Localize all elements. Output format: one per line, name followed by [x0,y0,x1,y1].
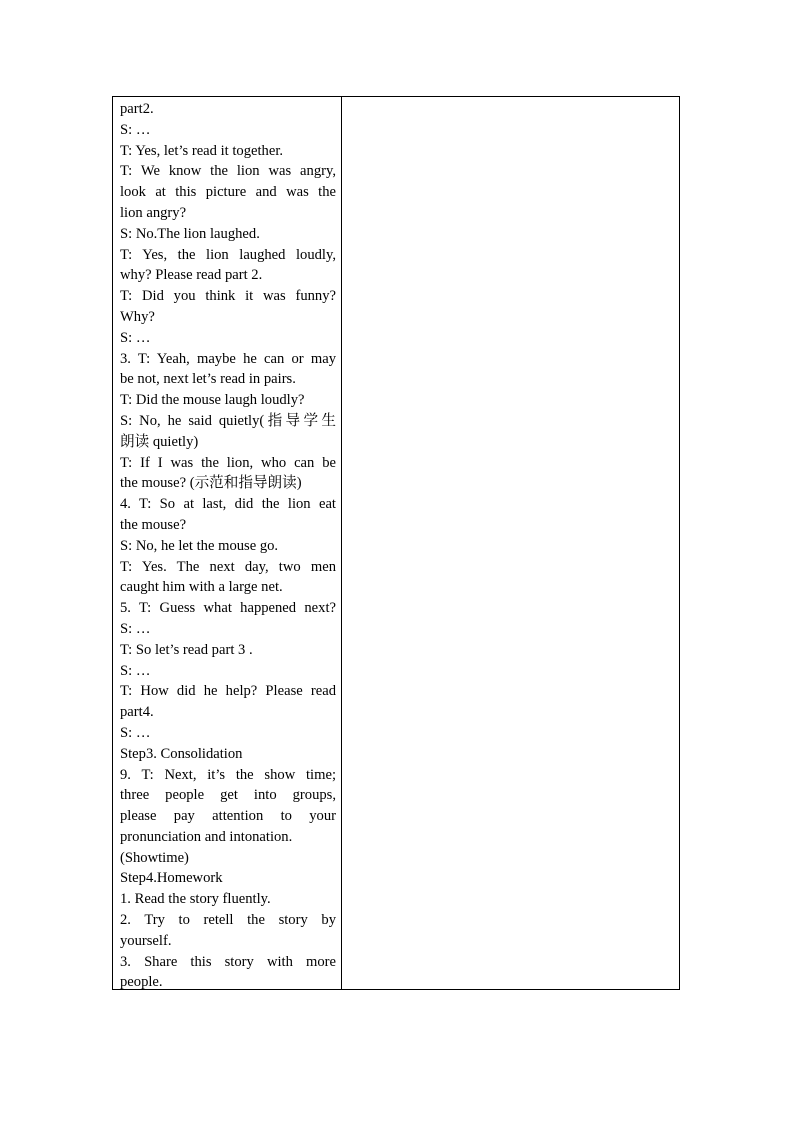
procedure-line: T: Did the mouse laugh loudly? [120,392,305,409]
procedure-line: T: If I was the lion, who can be [120,454,336,471]
procedure-line: 9. T: Next, it’s the show time; [120,766,336,783]
procedure-line: S: … [120,724,151,741]
lesson-plan-table [112,96,680,990]
procedure-line: Why? [120,308,155,325]
procedure-line: be not, next let’s read in pairs. [120,371,296,388]
procedure-line: the mouse? (示范和指导朗读) [120,475,302,492]
procedure-line: T: How did he help? Please read [120,683,336,700]
procedure-line: S: … [120,662,151,679]
procedure-line: part2. [120,101,154,117]
procedure-line: pronunciation and intonation. [120,828,293,845]
procedure-line: Step3. Consolidation [120,745,243,762]
notes-cell [342,97,679,989]
procedure-line: the mouse? [120,516,187,533]
procedure-line: people. [120,974,163,989]
procedure-line: look at this picture and was the [120,184,336,201]
procedure-line: yourself. [120,932,172,949]
procedure-line: why? Please read part 2. [120,267,263,284]
procedure-line: T: Did you think it was funny? [120,288,336,305]
procedure-line: please pay attention to your [120,808,336,825]
procedure-line: 5. T: Guess what happened next? [120,600,336,617]
procedure-line: caught him with a large net. [120,579,283,596]
procedure-line: S: No.The lion laughed. [120,225,260,242]
procedure-line: part4. [120,704,154,721]
procedure-line: 1. Read the story fluently. [120,891,271,908]
procedure-line: S: … [120,620,151,637]
procedure-line: 3. T: Yeah, maybe he can or may [120,350,336,367]
procedure-line: T: We know the lion was angry, [120,163,336,180]
procedure-line: S: No, he said quietly(指导学生 [120,412,336,429]
procedure-line: 3. Share this story with more [120,953,336,970]
procedure-line: 朗读 quietly) [120,433,199,450]
procedure-line: 4. T: So at last, did the lion eat [120,496,336,513]
procedure-line: S: … [120,329,151,346]
procedure-line: T: So let’s read part 3 . [120,641,253,658]
teaching-procedure-cell [113,97,342,989]
procedure-line: Step4.Homework [120,870,223,887]
procedure-line: T: Yes, let’s read it together. [120,142,284,159]
procedure-line: S: … [120,121,151,138]
procedure-line: 2. Try to retell the story by [120,912,336,929]
procedure-line: (Showtime) [120,849,189,866]
procedure-line: lion angry? [120,204,187,221]
procedure-line: S: No, he let the mouse go. [120,537,279,554]
procedure-line: T: Yes, the lion laughed loudly, [120,246,336,263]
procedure-line: T: Yes. The next day, two men [120,558,336,575]
procedure-line: three people get into groups, [120,787,336,804]
